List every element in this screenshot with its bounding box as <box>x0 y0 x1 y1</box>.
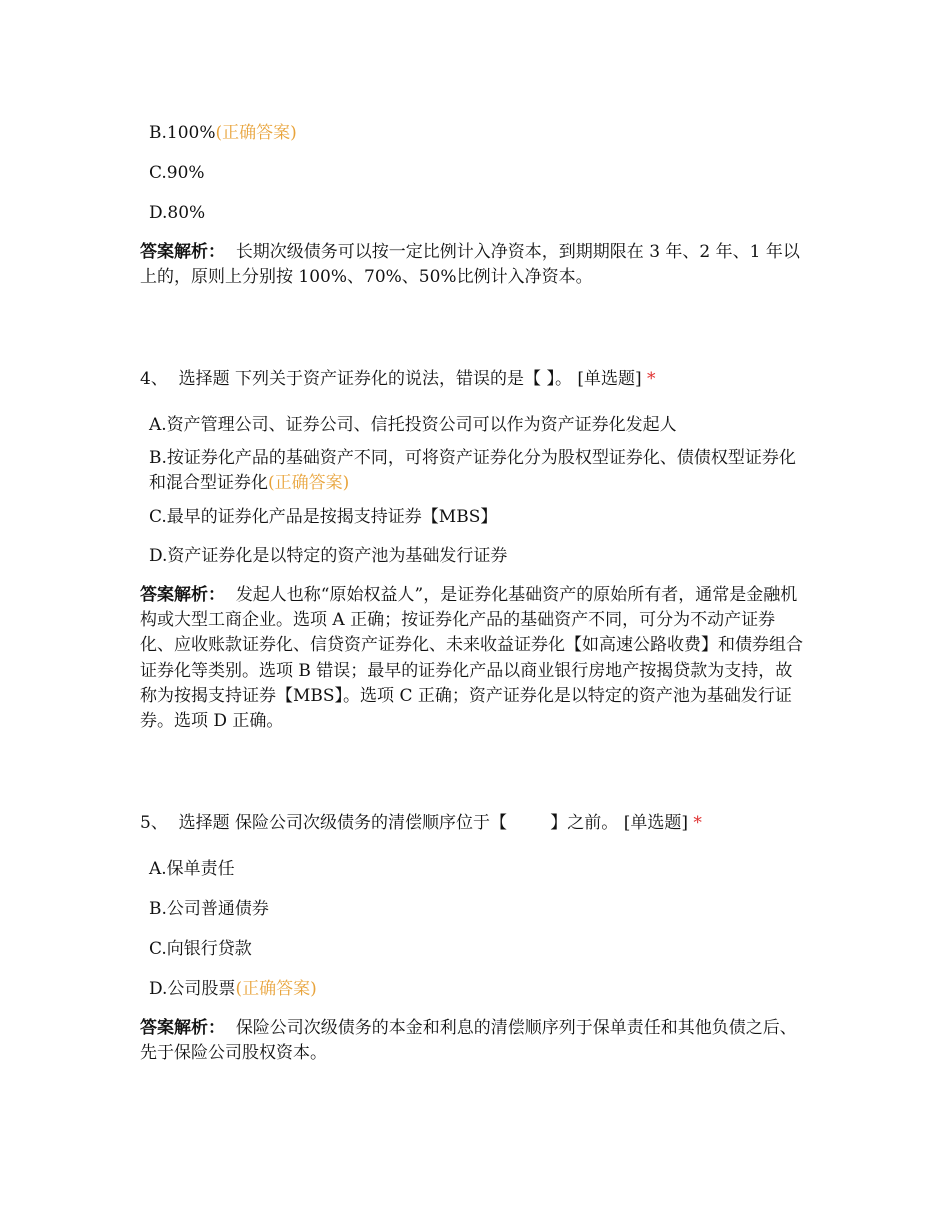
question-number: 4、 <box>140 369 168 389</box>
question-number: 5、 <box>140 813 168 833</box>
explanation-text: 保险公司次级债务的本金和利息的清偿顺序列于保单责任和其他负债之后、先于保险公司股权资本。 <box>140 1018 797 1064</box>
question-text: 保险公司次级债务的清偿顺序位于【 】之前。 <box>235 813 619 833</box>
question-kind: [单选题] <box>577 369 642 389</box>
q4-explanation <box>140 583 805 734</box>
q4-stem <box>140 366 810 392</box>
correct-answer-tag: (正确答案) <box>215 123 297 143</box>
q5-stem <box>140 810 810 836</box>
q3-option-c: C.90% <box>149 163 205 183</box>
q5-explanation <box>140 1016 805 1066</box>
q4-option-a: A.资产管理公司、证券公司、信托投资公司可以作为资产证券化发起人 <box>149 415 677 435</box>
question-text: 下列关于资产证券化的说法，错误的是【 】。 <box>235 369 572 389</box>
q5-option-c: C.向银行贷款 <box>149 939 252 959</box>
q3-option-d: D.80% <box>149 203 206 223</box>
explanation-text: 长期次级债务可以按一定比例计入净资本，到期期限在 3 年、2 年、1 年以上的，原则上分别按 100%、70%、50%比例计入净资本。 <box>140 242 800 288</box>
explanation-label: 答案解析： <box>140 242 225 262</box>
q5-option-b: B.公司普通债券 <box>149 899 269 919</box>
question-kind: [单选题] <box>623 813 688 833</box>
question-type: 选择题 <box>178 369 230 389</box>
explanation-text: 发起人也称“原始权益人”，是证券化基础资产的原始所有者，通常是金融机构或大型工商企业。选项 A 正确；按证券化产品的基础资产不同，可分为不动产证券化、应收账款证券化、信贷资产证券化、未来收益证券化【如高速公路收费】和债券组合证券化等类别。选项 B 错误；最早的证券化产品以商业银行房地产按揭贷款为支持，故称为按揭支持证券【MBS】。选项 C 正确；资产证券化是以特定的资产池为基础发行证券。选项 D 正确。 <box>140 585 803 732</box>
q4-option-c: C.最早的证券化产品是按揭支持证券【MBS】 <box>149 507 498 527</box>
required-star: * <box>693 813 702 833</box>
q5-option-d: D.公司股票(正确答案) <box>149 979 317 999</box>
q5-option-a: A.保单责任 <box>149 859 235 879</box>
q4-option-b: B.按证券化产品的基础资产不同，可将资产证券化分为股权型证券化、债债权型证券化和混合型证券化(正确答案) <box>149 448 796 493</box>
q3-explanation <box>140 240 805 290</box>
q4-option-d: D.资产证券化是以特定的资产池为基础发行证券 <box>149 546 508 566</box>
explanation-label: 答案解析： <box>140 1018 225 1038</box>
question-type: 选择题 <box>178 813 230 833</box>
explanation-label: 答案解析： <box>140 585 225 605</box>
correct-answer-tag: (正确答案) <box>268 473 350 493</box>
correct-answer-tag: (正确答案) <box>235 979 317 999</box>
q3-option-b: B.100%(正确答案) <box>149 123 297 143</box>
required-star: * <box>647 369 656 389</box>
